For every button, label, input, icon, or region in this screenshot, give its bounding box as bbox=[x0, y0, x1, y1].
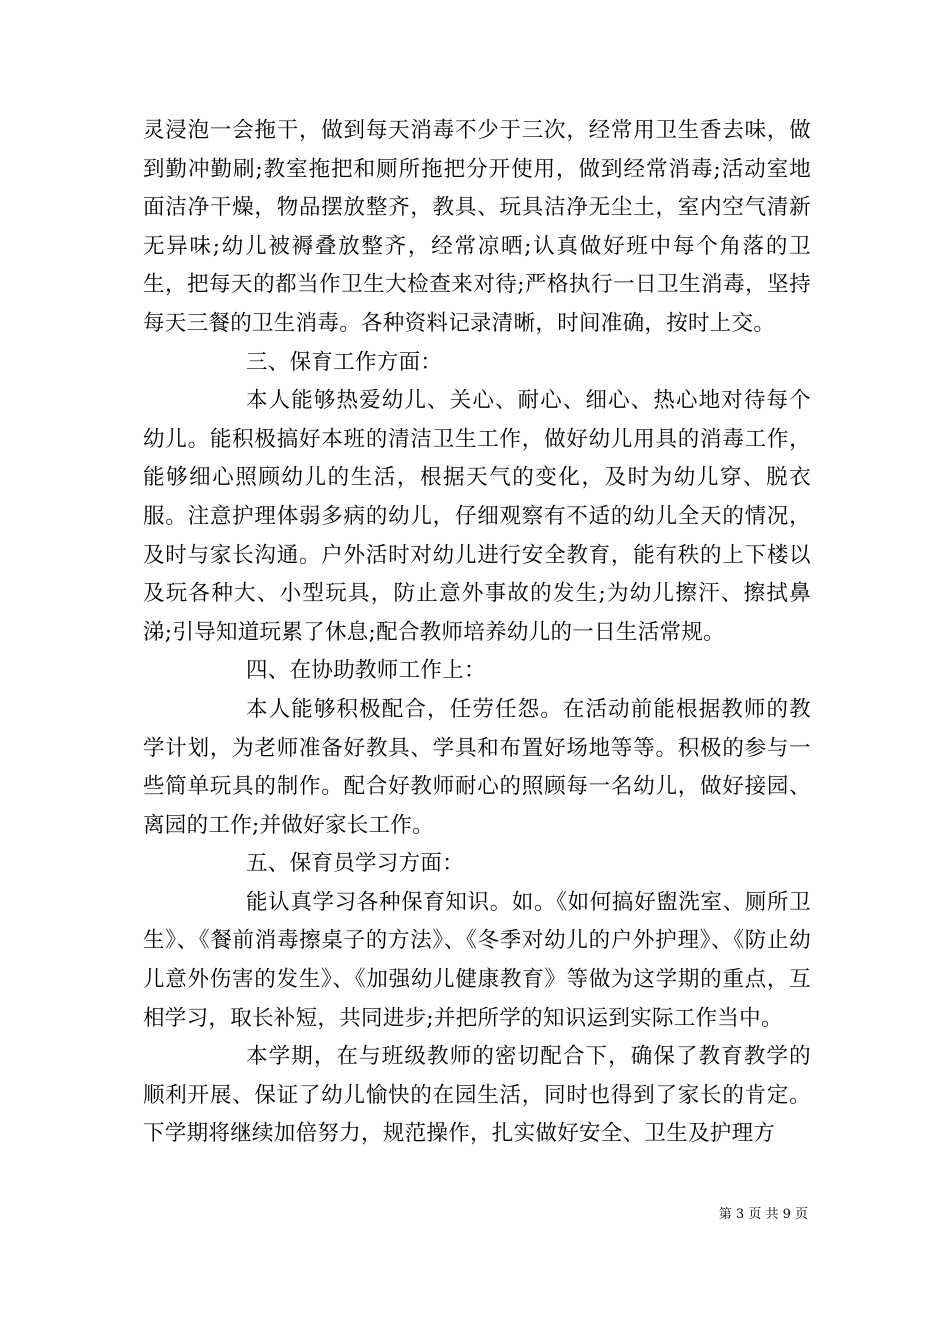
heading-care-work: 三、保育工作方面： bbox=[246, 349, 443, 375]
paragraph-assist-teacher: 本人能够积极配合，任劳任怨。在活动前能根据教师的教学计划，为老师准备好教具、学具和布置好场地等等。积极的参与一些简单玩具的制作。配合好教师耐心的照顾每一名幼儿，做好接园、离园的工作;并做好家长工作。 bbox=[143, 696, 811, 838]
page-number: 第 3 页 共 9 页 bbox=[718, 1207, 808, 1222]
paragraph-study: 能认真学习各种保育知识。如。《如何搞好盥洗室、厕所卫生》、《餐前消毒擦桌子的方法》、《冬季对幼儿的户外护理》、《防止幼儿意外伤害的发生》、《加强幼儿健康教育》等做为这学期的重点，互相学习，取长补短，共同进步;并把所学的知识运到实际工作当中。 bbox=[143, 889, 811, 1031]
paragraph-care-work: 本人能够热爱幼儿、关心、耐心、细心、热心地对待每个幼儿。能积极搞好本班的清洁卫生工作，做好幼儿用具的消毒工作，能够细心照顾幼儿的生活，根据天气的变化，及时为幼儿穿、脱衣服。注意护理体弱多病的幼儿，仔细观察有不适的幼儿全天的情况，及时与家长沟通。户外活时对幼儿进行安全教育，能有秩的上下楼以及玩各种大、小型玩具，防止意外事故的发生;为幼儿擦汗、擦拭鼻涕;引导知道玩累了休息;配合教师培养幼儿的一日生活常规。 bbox=[143, 388, 811, 645]
paragraph-summary: 本学期，在与班级教师的密切配合下，确保了教育教学的顺利开展、保证了幼儿愉快的在园生活，同时也得到了家长的肯定。下学期将继续加倍努力，规范操作，扎实做好安全、卫生及护理方 bbox=[143, 1044, 811, 1147]
heading-assist-teacher: 四、在协助教师工作上： bbox=[246, 658, 486, 684]
paragraph-hygiene-continued: 灵浸泡一会拖干，做到每天消毒不少于三次，经常用卫生香去味，做到勤冲勤刷;教室拖把和厕所拖把分开使用，做到经常消毒;活动室地面洁净干燥，物品摆放整齐，教具、玩具洁净无尘土，室内空气清新无异味;幼儿被褥叠放整齐，经常凉晒;认真做好班中每个角落的卫生，把每天的都当作卫生大检查来对待;严格执行一日卫生消毒，坚持每天三餐的卫生消毒。各种资料记录清晰，时间准确，按时上交。 bbox=[143, 118, 811, 336]
heading-study: 五、保育员学习方面： bbox=[246, 851, 465, 877]
document-body bbox=[143, 112, 811, 1154]
